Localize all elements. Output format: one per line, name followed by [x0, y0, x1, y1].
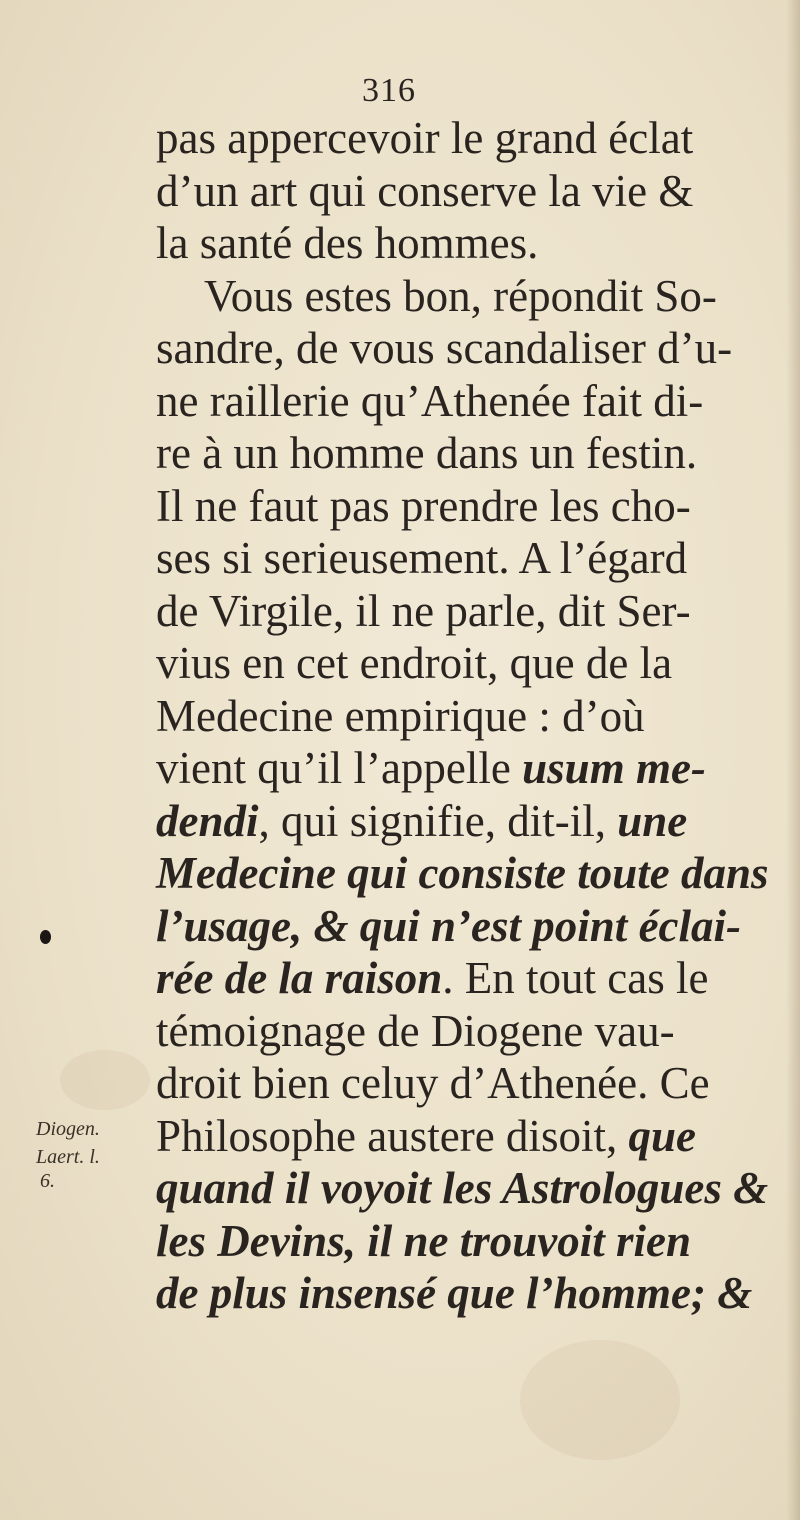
- italic-quote: une: [617, 795, 688, 846]
- text-line: [156, 690, 756, 743]
- italic-quote: l’usage, & qui n’est point éclai-: [156, 900, 741, 951]
- latin-quote: dendi: [156, 795, 259, 846]
- text-line: [156, 1215, 756, 1268]
- text-line: [156, 742, 756, 795]
- text-line: [156, 1057, 756, 1110]
- line-text: droit bien celuy d’Athenée. Ce: [156, 1058, 710, 1108]
- text-line: [156, 217, 756, 270]
- line-text: témoignage de Diogene vau-: [156, 1005, 675, 1056]
- text-line: [156, 322, 756, 375]
- text-line: [156, 375, 756, 428]
- latin-quote: usum me-: [522, 743, 706, 793]
- text-line: [156, 112, 756, 165]
- page-edge-shadow: [786, 0, 800, 1520]
- margin-note: [36, 1118, 100, 1192]
- margin-note-line: 6.: [40, 1170, 55, 1192]
- line-text: ses si serieusement. A l’égard: [156, 533, 688, 583]
- text-line: [156, 1267, 756, 1320]
- text-line: [156, 795, 756, 848]
- page-number: 316: [362, 72, 416, 109]
- line-text: Philosophe austere disoit,: [156, 1110, 629, 1161]
- line-text: la santé des hommes.: [156, 218, 539, 268]
- text-line: [156, 1005, 756, 1058]
- bullet-mark: [40, 930, 51, 944]
- line-text: pas appercevoir le grand éclat: [156, 113, 694, 163]
- line-text: re à un homme dans un festin.: [156, 428, 698, 478]
- italic-quote: rée de la raison: [156, 953, 443, 1003]
- italic-quote: Medecine qui consiste toute dans: [156, 848, 769, 898]
- line-text: d’un art qui conserve la vie &: [156, 165, 694, 216]
- line-text: vius en cet endroit, que de la: [156, 638, 673, 688]
- margin-note-line: Laert. l.: [36, 1146, 100, 1168]
- italic-quote: les Devins, il ne trouvoit rien: [156, 1215, 692, 1266]
- text-line: [156, 270, 756, 323]
- text-line: [156, 900, 756, 953]
- line-text: ne raillerie qu’Athenée fait di-: [156, 375, 704, 426]
- paper-stain: [60, 1050, 150, 1110]
- paper-stain: [520, 1340, 680, 1460]
- text-line: [156, 1110, 756, 1163]
- line-text: sandre, de vous scandaliser d’u-: [156, 323, 733, 373]
- italic-quote: de plus insensé que l’homme; &: [156, 1268, 753, 1318]
- text-line: [156, 532, 756, 585]
- line-text: vient qu’il l’appelle: [156, 743, 523, 793]
- line-text: Vous estes bon, répondit So-: [204, 270, 717, 321]
- text-line: [156, 427, 756, 480]
- text-line: [156, 585, 756, 638]
- text-line: [156, 165, 756, 218]
- text-line: [156, 847, 769, 900]
- line-text: . En tout cas le: [442, 953, 709, 1003]
- margin-note-line: Diogen.: [36, 1118, 100, 1140]
- body-text: [156, 112, 769, 1320]
- text-line: [156, 1162, 769, 1215]
- line-text: Medecine empirique : d’où: [156, 690, 645, 741]
- text-line: [156, 480, 756, 533]
- line-text: Il ne faut pas prendre les cho-: [156, 480, 691, 531]
- line-text: , qui signifie, dit-il,: [258, 795, 618, 846]
- text-line: [156, 952, 756, 1005]
- italic-quote: que: [628, 1110, 696, 1161]
- text-line: [156, 637, 756, 690]
- italic-quote: quand il voyoit les Astrologues &: [156, 1163, 769, 1213]
- line-text: de Virgile, il ne parle, dit Ser-: [156, 585, 691, 636]
